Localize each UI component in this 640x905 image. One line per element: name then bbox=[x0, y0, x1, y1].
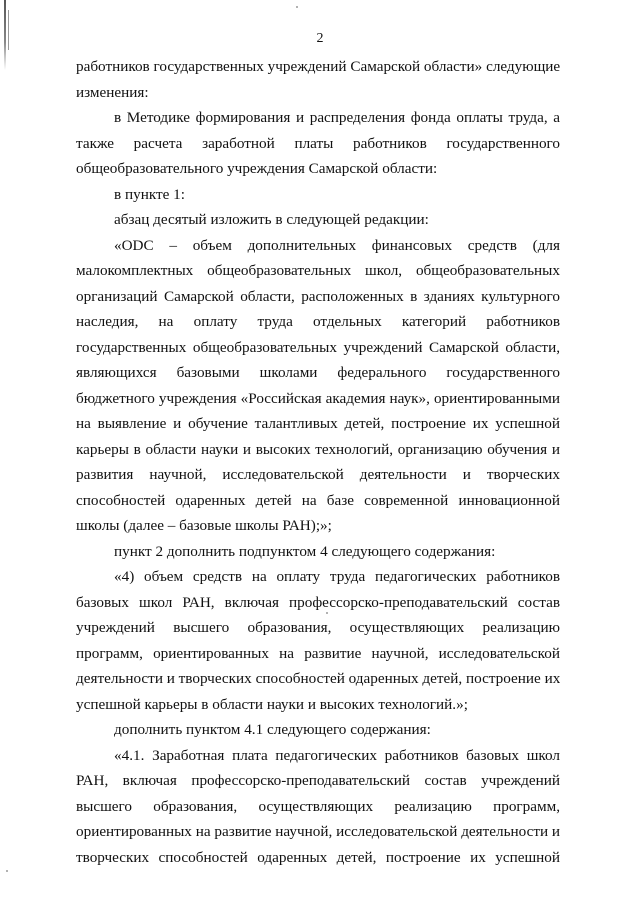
scan-speck bbox=[6, 870, 8, 872]
text-line: пункт 2 дополнить подпунктом 4 следующего содержания: bbox=[114, 542, 496, 560]
text-line: работников государственных учреждений Самарской области» следующие bbox=[76, 58, 560, 75]
text-line: творческих способностей одаренных детей, построение их успешной bbox=[76, 848, 560, 866]
text-line: РАН, включая профессорско-преподавательский состав учреждений bbox=[76, 772, 560, 789]
text-line: «ODC – объем дополнительных финансовых средств (для bbox=[114, 236, 560, 254]
text-line: школы (далее – базовые школы РАН);»; bbox=[76, 517, 332, 534]
text-line: ориентированных на развитие научной, исследовательской деятельности и bbox=[76, 823, 560, 840]
text-line: организаций Самарской области, расположенных в зданиях культурного bbox=[76, 287, 560, 305]
text-line: базовых школ РАН, включая профессорско-преподавательский состав bbox=[76, 593, 560, 611]
text-line: являющихся базовыми школами федерального государственного bbox=[76, 364, 560, 381]
text-line: карьеры в области науки и высоких технологий, организацию обучения и bbox=[76, 440, 560, 458]
text-line: в пункте 1: bbox=[114, 185, 185, 203]
text-line: программ, ориентированных на развитие научной, исследовательской bbox=[76, 644, 560, 662]
text-line: учреждений высшего образования, осуществляющих реализацию bbox=[76, 619, 560, 636]
text-line: на выявление и обучение талантливых детей, построение их успешной bbox=[76, 415, 560, 432]
text-line: деятельности и творческих способностей одаренных детей, построение их bbox=[76, 670, 560, 687]
text-line: бюджетного учреждения «Российская академия наук», ориентированными bbox=[76, 389, 560, 407]
text-line: также расчета заработной платы работников государственного bbox=[76, 134, 560, 152]
text-line: в Методике формирования и распределения фонда оплаты труда, а bbox=[114, 109, 560, 126]
text-line: «4) объем средств на оплату труда педагогических работников bbox=[114, 568, 560, 585]
text-line: наследия, на оплату труда отдельных категорий работников bbox=[76, 313, 560, 330]
text-line: изменения: bbox=[76, 83, 149, 101]
text-line: малокомплектных общеобразовательных школ, общеобразовательных bbox=[76, 262, 560, 279]
text-line: государственных общеобразовательных учреждений Самарской области, bbox=[76, 338, 560, 356]
scan-speck bbox=[296, 6, 298, 8]
text-line: абзац десятый изложить в следующей редакции: bbox=[114, 211, 429, 228]
text-line: развития научной, исследовательской деятельности и творческих bbox=[76, 466, 560, 483]
text-line: успешной карьеры в области науки и высоких технологий.»; bbox=[76, 695, 468, 713]
page-number: 2 bbox=[316, 31, 324, 46]
text-line: высшего образования, осуществляющих реализацию программ, bbox=[76, 797, 560, 815]
text-line: способностей одаренных детей на базе современной инновационной bbox=[76, 491, 560, 509]
text-line: «4.1. Заработная плата педагогических работников базовых школ bbox=[114, 746, 560, 764]
text-line: общеобразовательного учреждения Самарской области: bbox=[76, 160, 438, 177]
text-line: дополнить пунктом 4.1 следующего содержания: bbox=[114, 721, 431, 738]
document-body bbox=[76, 54, 560, 870]
